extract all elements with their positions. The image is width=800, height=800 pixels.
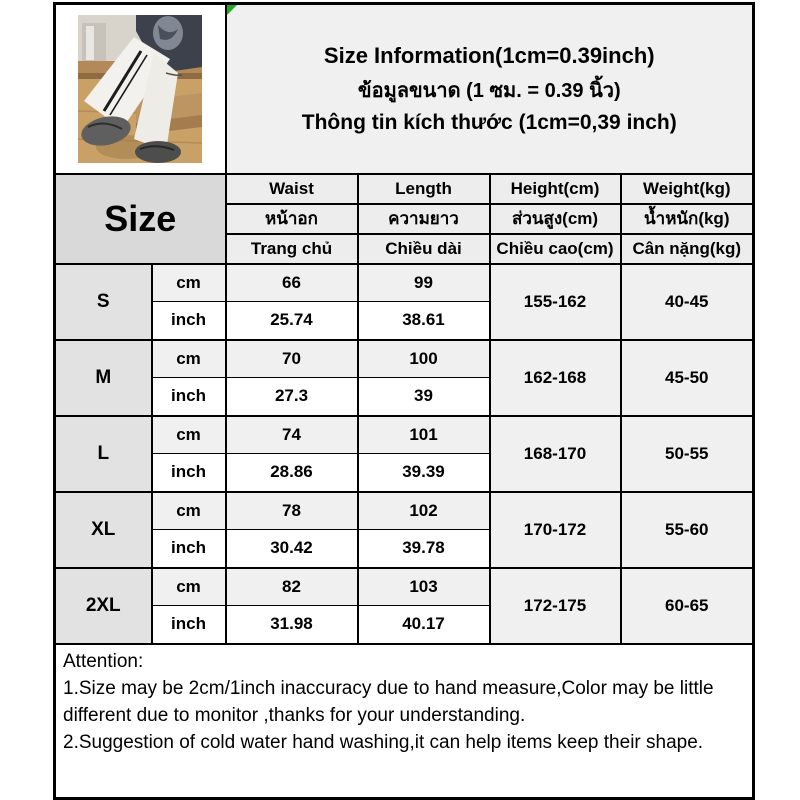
s-waist-cm: 66 bbox=[226, 264, 358, 302]
xl-length-inch: 39.78 bbox=[358, 530, 490, 568]
header-weight-en: Weight(kg) bbox=[621, 174, 754, 204]
l-length-cm: 101 bbox=[358, 416, 490, 454]
attention-line-2: 2.Suggestion of cold water hand washing,it can help items keep their shape. bbox=[63, 731, 704, 753]
xl-waist-inch: 30.42 bbox=[226, 530, 358, 568]
product-photo bbox=[78, 15, 202, 163]
m-waist-inch: 27.3 bbox=[226, 378, 358, 416]
green-corner-mark bbox=[227, 5, 237, 15]
l-waist-inch: 28.86 bbox=[226, 454, 358, 492]
unit-inch: inch bbox=[152, 606, 226, 644]
unit-inch: inch bbox=[152, 378, 226, 416]
unit-cm: cm bbox=[152, 492, 226, 530]
title-cell bbox=[226, 4, 754, 174]
m-length-inch: 39 bbox=[358, 378, 490, 416]
m-weight: 45-50 bbox=[621, 340, 754, 416]
header-weight-th: น้ำหนัก(kg) bbox=[621, 204, 754, 234]
attention-note bbox=[55, 644, 754, 799]
size-label-l: L bbox=[55, 416, 152, 492]
header-waist-th: หน้าอก bbox=[226, 204, 358, 234]
unit-cm: cm bbox=[152, 264, 226, 302]
size-corner-header: Size bbox=[55, 174, 226, 264]
2xl-waist-cm: 82 bbox=[226, 568, 358, 606]
product-photo-cell bbox=[55, 4, 226, 174]
xl-length-cm: 102 bbox=[358, 492, 490, 530]
title-vi: Thông tin kích thước (1cm=0,39 inch) bbox=[301, 110, 677, 134]
m-height: 162-168 bbox=[490, 340, 621, 416]
2xl-length-inch: 40.17 bbox=[358, 606, 490, 644]
2xl-length-cm: 103 bbox=[358, 568, 490, 606]
xl-waist-cm: 78 bbox=[226, 492, 358, 530]
header-height-vi: Chiều cao(cm) bbox=[490, 234, 621, 264]
attention-line-1: 1.Size may be 2cm/1inch inaccuracy due to hand measure,Color may be little different due to monitor ,thanks for your understanding. bbox=[63, 677, 714, 726]
s-waist-inch: 25.74 bbox=[226, 302, 358, 340]
header-weight-vi: Cân nặng(kg) bbox=[621, 234, 754, 264]
header-length-th: ความยาว bbox=[358, 204, 490, 234]
xl-height: 170-172 bbox=[490, 492, 621, 568]
header-length-en: Length bbox=[358, 174, 490, 204]
l-length-inch: 39.39 bbox=[358, 454, 490, 492]
size-label-xl: XL bbox=[55, 492, 152, 568]
unit-cm: cm bbox=[152, 340, 226, 378]
size-label-s: S bbox=[55, 264, 152, 340]
2xl-height: 172-175 bbox=[490, 568, 621, 644]
header-waist-vi: Trang chủ bbox=[226, 234, 358, 264]
title-th: ข้อมูลขนาด (1 ซม. = 0.39 นิ้ว) bbox=[357, 79, 621, 102]
unit-cm: cm bbox=[152, 568, 226, 606]
unit-inch: inch bbox=[152, 302, 226, 340]
l-waist-cm: 74 bbox=[226, 416, 358, 454]
title-en: Size Information(1cm=0.39inch) bbox=[323, 42, 655, 68]
2xl-weight: 60-65 bbox=[621, 568, 754, 644]
header-waist-en: Waist bbox=[226, 174, 358, 204]
unit-inch: inch bbox=[152, 530, 226, 568]
s-weight: 40-45 bbox=[621, 264, 754, 340]
s-height: 155-162 bbox=[490, 264, 621, 340]
size-label-2xl: 2XL bbox=[55, 568, 152, 644]
s-length-inch: 38.61 bbox=[358, 302, 490, 340]
unit-cm: cm bbox=[152, 416, 226, 454]
attention-heading: Attention: bbox=[63, 650, 144, 672]
l-height: 168-170 bbox=[490, 416, 621, 492]
m-length-cm: 100 bbox=[358, 340, 490, 378]
unit-inch: inch bbox=[152, 454, 226, 492]
l-weight: 50-55 bbox=[621, 416, 754, 492]
m-waist-cm: 70 bbox=[226, 340, 358, 378]
size-table bbox=[53, 2, 755, 800]
2xl-waist-inch: 31.98 bbox=[226, 606, 358, 644]
s-length-cm: 99 bbox=[358, 264, 490, 302]
header-length-vi: Chiều dài bbox=[358, 234, 490, 264]
xl-weight: 55-60 bbox=[621, 492, 754, 568]
header-height-en: Height(cm) bbox=[490, 174, 621, 204]
size-label-m: M bbox=[55, 340, 152, 416]
header-height-th: ส่วนสูง(cm) bbox=[490, 204, 621, 234]
